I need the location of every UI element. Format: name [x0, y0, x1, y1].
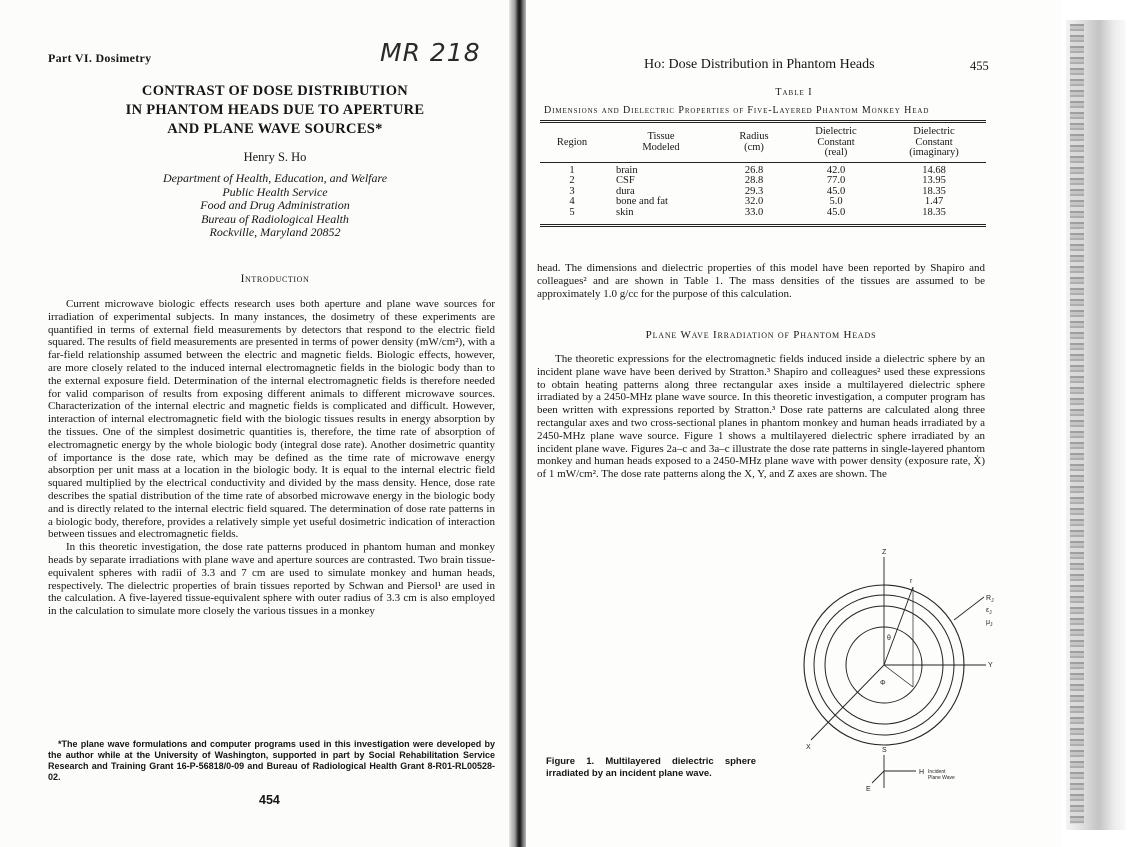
- header-dielectric-real: Dielectric Constant (real): [815, 126, 857, 158]
- section-heading-introduction: Introduction: [240, 273, 310, 285]
- projection-line: [884, 665, 913, 687]
- affiliation-line: Public Health Service: [222, 184, 328, 199]
- body-paragraph: The theoretic expressions for the electromagnetic fields induced inside a dielectric sphere by an incident plane wave have been derived by Stratton.³ Shapiro and colleagues² used these expressions to obtain heating patterns along three rectangular axes inside a multilayered dielectric sphere irradiated by a 2450-MHz plane wave source. In this theoretic investigation, a computer program has been written with expressions reported by Stratton.³ Dose rate patterns are calculated along three rectangular axes and two cross-sectional planes in phantom monkey and human heads irradiated by a 2450-MHz plane wave source. Figure 1 shows a multilayered dielectric sphere irradiated by an incident plane wave. Figures 2a–c and 3a–c illustrate the dose rate patterns in single-layered phantom monkey and human heads exposed to a 2450-MHz plane wave with power density (exposure rate, Ẋ) of 1 mW/cm². The dose rate patterns along the X, Y, and Z axes are shown. The: [537, 353, 985, 481]
- table-cell: 5: [569, 206, 575, 218]
- table-cell: 26.8: [744, 164, 764, 176]
- table-row: [540, 176, 986, 187]
- table-cell: 18.35: [922, 206, 946, 218]
- table-cell: dura: [616, 185, 635, 197]
- incident-e-axis: [872, 771, 884, 783]
- table-cell: 45.0: [826, 206, 846, 218]
- author-affiliation: [100, 172, 450, 240]
- affiliation-line: Food and Drug Administration: [200, 198, 350, 212]
- table-cell: 28.8: [744, 175, 764, 186]
- label-r: r: [910, 578, 913, 585]
- dielectric-properties-table: [540, 120, 986, 227]
- table-cell: 14.68: [922, 164, 946, 176]
- label-z: Z: [882, 549, 887, 556]
- header-tissue: Tissue Modeled: [642, 131, 680, 153]
- handwritten-annotation: MR 218: [380, 38, 481, 67]
- author-name: Henry S. Ho: [243, 150, 307, 164]
- layer-leader: [954, 597, 984, 620]
- part-header: Part VI. Dosimetry: [48, 51, 152, 65]
- table-cell: 33.0: [744, 206, 764, 218]
- table-cell: 32.0: [744, 196, 764, 207]
- header-radius: Radius (cm): [739, 131, 769, 153]
- title-line: IN PHANTOM HEADS DUE TO APERTURE: [125, 102, 425, 118]
- radius-vector: [884, 587, 913, 665]
- label-s: S: [882, 747, 887, 754]
- header-region: Region: [556, 136, 588, 148]
- body-paragraph: Current microwave biologic effects research uses both aperture and plane wave sources for irradiation of experimental subjects. In many instances, the dosimetry of these experiments are quantified in terms of external field measurements by detectors that respond to the electric field squared. The results of field measurements are presented in terms of power density (mW/cm²), with a far-field relationship assumed between the electric and magnetic fields. Biologic effects, however, are more closely related to the induced internal electromagnetic fields in the biologic body than to the external exposure field. Determination of the internal electromagnetic fields is therefore needed for valid comparison of results from exposing different animals to different microwave sources. Characterization of the internal electric and magnetic fields is complicated and difficult. However, interaction of internal electromagnetic field with the biologic tissues results in energy absorption by the tissues. One of the simplest dosimetric quantities is, therefore, the time rate of absorption of electromagnetic energy by the whole biologic body (integral dose rate). Another dosimetric quantity of importance is the dose rate, which may be defined as the time rate of microwave energy absorption per unit mass at a location in the biologic body. It is equal to the internal electric field squared multiplied by the electrical conductivity and divided by the mass density. Hence, dose rate describes the spatial distribution of the time rate of absorbed microwave energy in the biologic body and is directly related to the internal electric field squared. The determination of dose rate patterns in a biologic body, therefore, provides a relatively simple yet useful dosimetric indication of interaction between tissues and electromagnetic fields.: [48, 298, 495, 541]
- table-row: [540, 162, 986, 176]
- table-cell: 1.47: [924, 196, 944, 207]
- plane-wave-body: [537, 353, 985, 481]
- page-number-left: 454: [259, 793, 280, 807]
- table-cell: 1: [569, 164, 575, 176]
- label-eps-j: $\varepsilon_J$: [986, 607, 992, 616]
- label-h: H: [919, 769, 925, 776]
- label-x: X: [806, 744, 811, 751]
- section-heading-plane-wave: Plane Wave Irradiation of Phantom Heads: [645, 329, 877, 341]
- label-theta: θ: [887, 635, 891, 642]
- running-head: Ho: Dose Distribution in Phantom Heads: [644, 57, 875, 72]
- table-cell: CSF: [616, 175, 635, 186]
- article-title: [100, 82, 450, 139]
- table-row: [540, 208, 986, 226]
- figure-caption: Figure 1. Multilayered dielectric sphere irradiated by an incident plane wave.: [546, 756, 756, 779]
- introduction-body: [48, 298, 495, 618]
- affiliation-line: Bureau of Radiological Health: [201, 211, 349, 226]
- table-cell: 18.35: [922, 185, 946, 197]
- table-row: [540, 197, 986, 208]
- table-label: Table I: [775, 87, 813, 98]
- continued-paragraph: [537, 262, 985, 300]
- table-caption: Dimensions and Dielectric Properties of Five-Layered Phantom Monkey Head: [544, 105, 930, 116]
- page-number-right: 455: [970, 59, 989, 73]
- table-cell: 42.0: [826, 164, 846, 176]
- table-header-row: [540, 122, 986, 163]
- next-page-edge-texture: [1070, 24, 1084, 824]
- table-cell: brain: [616, 164, 638, 176]
- affiliation-line: Rockville, Maryland 20852: [209, 225, 341, 239]
- label-phi: Φ: [880, 680, 886, 687]
- label-plane-wave: Plane Wave: [928, 775, 955, 781]
- table-cell: 29.3: [744, 185, 764, 197]
- table-cell: 13.95: [922, 175, 946, 186]
- title-line: CONTRAST OF DOSE DISTRIBUTION: [141, 83, 409, 99]
- right-page: [526, 0, 1062, 847]
- table-cell: 77.0: [826, 175, 846, 186]
- table-row: [540, 187, 986, 198]
- footnote: [48, 739, 495, 783]
- table-cell: 45.0: [826, 185, 846, 197]
- left-page: [0, 0, 510, 847]
- body-paragraph: head. The dimensions and dielectric properties of this model have been reported by Shapiro and colleagues² and are shown in Table 1. The mass densities of the tissues are assumed to be approximately 1.0 g/cc for the purpose of this calculation.: [537, 262, 985, 300]
- body-paragraph: In this theoretic investigation, the dose rate patterns produced in phantom human and monkey heads by separate irradiations with plane wave and aperture sources are contrasted. Two brain tissue-equivalent spheres with radii of 3.3 and 7 cm are used to simulate monkey and human heads, respectively. The dielectric properties of brain tissues reported by Schwan and Piersol¹ are used in the calculation. A five-layered tissue-equivalent sphere with outer radius of 3.3 cm is also employed in the calculation to simulate more closely the various tissues in a monkey: [48, 541, 495, 618]
- affiliation-line: Department of Health, Education, and Welfare: [162, 171, 388, 185]
- label-mu-j: $\mu_J$: [986, 619, 993, 628]
- table-cell: 2: [569, 175, 575, 186]
- table-cell: 5.0: [829, 196, 843, 207]
- sphere-diagram: [776, 545, 1006, 795]
- label-y: Y: [988, 662, 993, 669]
- table-cell: bone and fat: [616, 196, 668, 207]
- table-cell: 4: [569, 196, 575, 207]
- label-incident: Incident: [928, 769, 946, 775]
- label-e: E: [866, 786, 871, 793]
- footnote-text: *The plane wave formulations and computer programs used in this investigation were developed by the author while at the University of Washington, supported in part by Social Rehabilitation Service Research and Training Grant 16-P-56818/0-09 and Bureau of Radiological Health Grant 8-R01-RL00528-02.: [48, 739, 495, 782]
- header-dielectric-imaginary: Dielectric Constant (imaginary): [909, 126, 959, 158]
- table-cell: skin: [616, 206, 634, 218]
- title-line: AND PLANE WAVE SOURCES*: [167, 121, 383, 137]
- label-r-j: $R_J$: [986, 595, 994, 604]
- table-cell: 3: [569, 185, 575, 197]
